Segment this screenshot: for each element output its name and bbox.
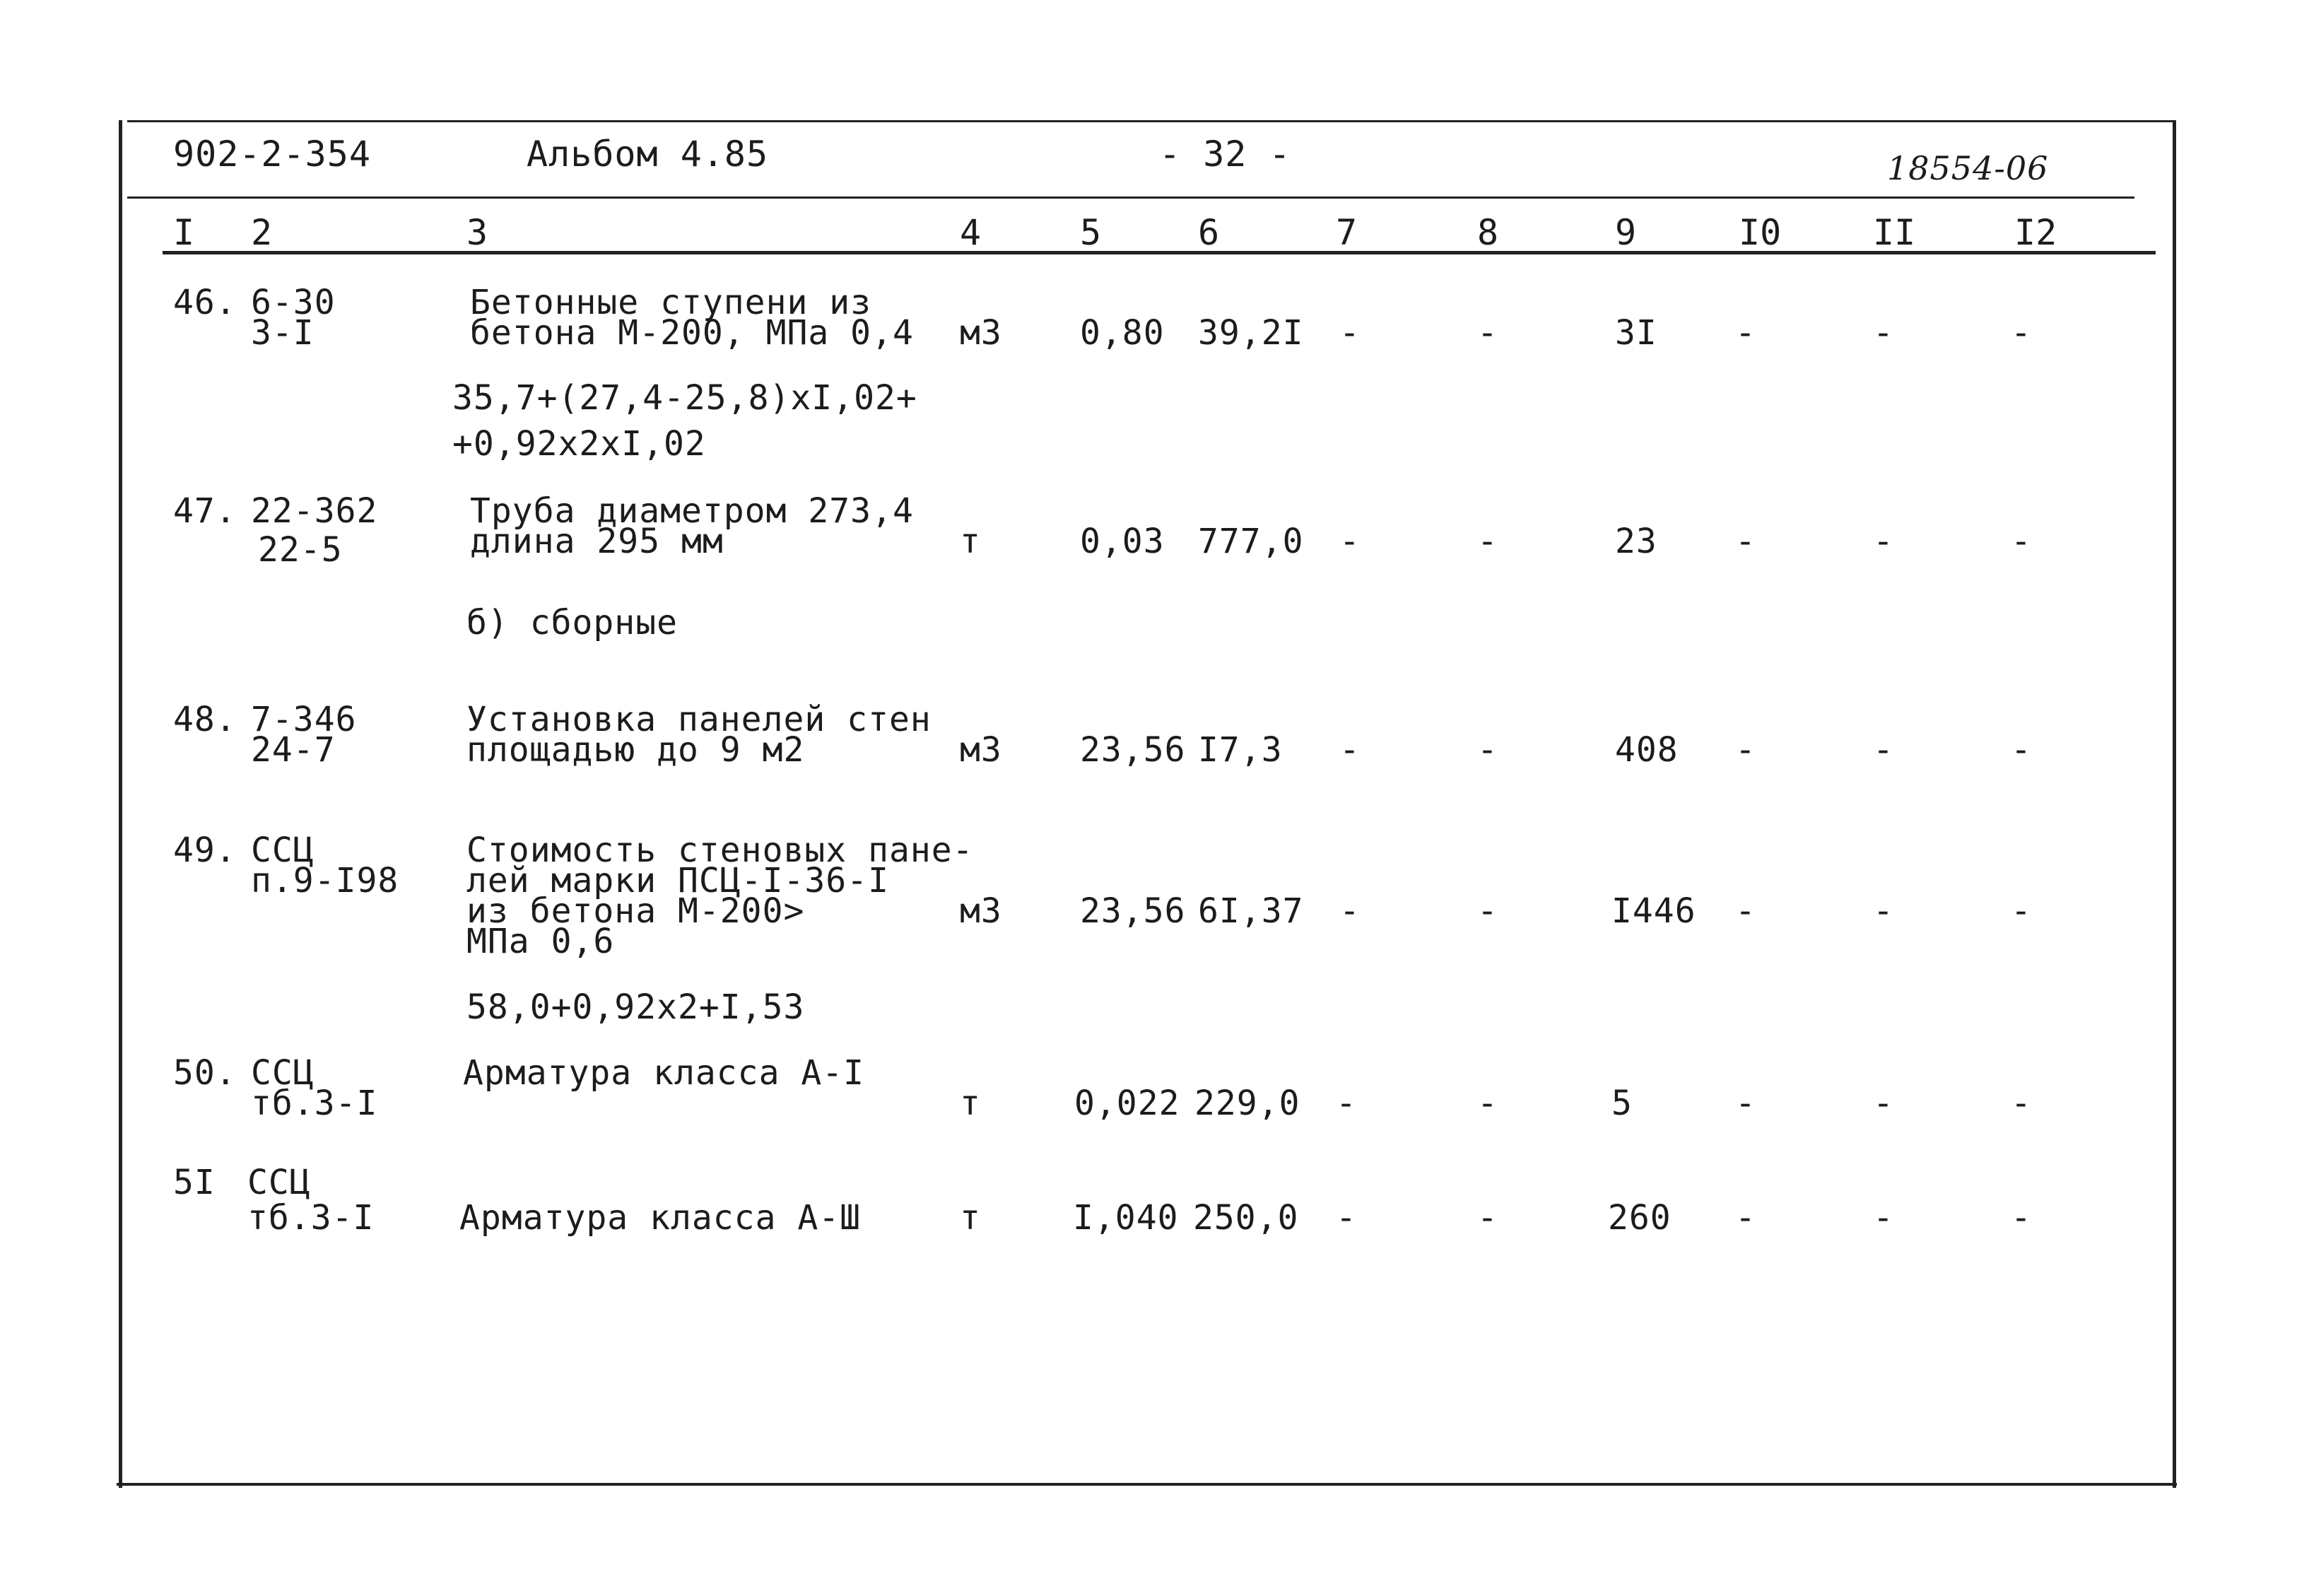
row-code-line: тб.3-I xyxy=(247,1198,375,1238)
row-description-line: бетона М-200, МПа 0,4 xyxy=(470,313,914,353)
row-unit-price: 250,0 xyxy=(1193,1198,1299,1238)
row-code-line: 22-5 xyxy=(258,530,343,570)
row-col10: - xyxy=(1735,891,1756,931)
album-label: Альбом 4.85 xyxy=(527,134,769,175)
row-col12: - xyxy=(2011,313,2032,353)
row-col9: I446 xyxy=(1611,891,1696,931)
row-unit: м3 xyxy=(960,891,1002,931)
col-header-6: 6 xyxy=(1198,212,1220,253)
row-col10: - xyxy=(1735,1198,1756,1238)
col-header-10: I0 xyxy=(1739,212,1782,253)
row-number: 50. xyxy=(173,1053,237,1093)
row-description-line: из бетона М-200> xyxy=(466,891,805,931)
row-col8: - xyxy=(1477,891,1498,931)
frame-top-border xyxy=(127,120,2173,122)
row-unit: т xyxy=(960,1084,981,1123)
section-heading: б) сборные xyxy=(466,603,678,642)
row-quantity: 0,03 xyxy=(1080,522,1165,561)
row-col10: - xyxy=(1735,313,1756,353)
row-col11: - xyxy=(1873,313,1894,353)
row-description-line: длина 295 мм xyxy=(470,522,724,561)
row-description-line: МПа 0,6 xyxy=(466,922,615,961)
row-calculation-note: 35,7+(27,4-25,8)xI,02+ xyxy=(452,378,917,418)
row-description-line: Установка панелей стен xyxy=(466,700,932,739)
row-unit: т xyxy=(960,1198,981,1238)
row-number: 46. xyxy=(173,283,237,322)
col-header-5: 5 xyxy=(1080,212,1102,253)
row-calculation-note: +0,92x2xI,02 xyxy=(452,424,706,464)
row-number: 5I xyxy=(173,1163,216,1202)
row-col12: - xyxy=(2011,522,2032,561)
row-code-line: 24-7 xyxy=(251,730,336,770)
row-col8: - xyxy=(1477,522,1498,561)
row-col11: - xyxy=(1873,522,1894,561)
row-col9: 5 xyxy=(1611,1084,1633,1123)
row-col7: - xyxy=(1339,891,1361,931)
row-code-line: п.9-I98 xyxy=(251,861,399,900)
row-col9: 3I xyxy=(1615,313,1657,353)
row-code-line: 22-362 xyxy=(251,491,378,531)
row-col11: - xyxy=(1873,730,1894,770)
row-col12: - xyxy=(2011,730,2032,770)
row-col9: 23 xyxy=(1615,522,1657,561)
inventory-stamp: 18554-06 xyxy=(1887,149,2049,187)
row-number: 48. xyxy=(173,700,237,739)
row-description-line: Арматура класса А-I xyxy=(463,1053,865,1093)
row-col11: - xyxy=(1873,1084,1894,1123)
col-header-11: II xyxy=(1873,212,1916,253)
row-number: 47. xyxy=(173,491,237,531)
row-col11: - xyxy=(1873,1198,1894,1238)
row-quantity: 0,80 xyxy=(1080,313,1165,353)
row-unit-price: 229,0 xyxy=(1194,1084,1300,1123)
row-unit-price: 777,0 xyxy=(1198,522,1304,561)
row-col10: - xyxy=(1735,730,1756,770)
row-col7: - xyxy=(1336,1198,1357,1238)
row-code-line: 3-I xyxy=(251,313,315,353)
row-code-line: ССЦ xyxy=(247,1163,311,1202)
row-code-line: 7-346 xyxy=(251,700,357,739)
row-quantity: I,040 xyxy=(1073,1198,1179,1238)
col-header-4: 4 xyxy=(960,212,982,253)
row-col7: - xyxy=(1339,522,1361,561)
frame-bottom-border xyxy=(117,1483,2177,1486)
row-col10: - xyxy=(1735,522,1756,561)
row-description-line: лей марки ПСЦ-I-36-I xyxy=(466,861,889,900)
page-number: - 32 - xyxy=(1159,134,1291,175)
row-code-line: ССЦ xyxy=(251,831,315,870)
column-header-underline xyxy=(163,251,2156,254)
row-col9: 260 xyxy=(1608,1198,1672,1238)
header-divider xyxy=(127,196,2134,199)
col-header-3: 3 xyxy=(466,212,488,253)
frame-left-border xyxy=(119,120,122,1488)
row-col7: - xyxy=(1339,313,1361,353)
row-description-line: Бетонные ступени из xyxy=(470,283,872,322)
row-description-line: Арматура класса А-Ш xyxy=(459,1198,862,1238)
row-col12: - xyxy=(2011,891,2032,931)
row-unit: м3 xyxy=(960,313,1002,353)
project-code: 902-2-354 xyxy=(173,134,371,175)
col-header-8: 8 xyxy=(1477,212,1499,253)
row-col11: - xyxy=(1873,891,1894,931)
row-calculation-note: 58,0+0,92x2+I,53 xyxy=(466,987,805,1027)
row-col8: - xyxy=(1477,313,1498,353)
row-quantity: 23,56 xyxy=(1080,891,1186,931)
row-col8: - xyxy=(1477,1084,1498,1123)
row-col7: - xyxy=(1339,730,1361,770)
row-code-line: ССЦ xyxy=(251,1053,315,1093)
row-col10: - xyxy=(1735,1084,1756,1123)
row-col12: - xyxy=(2011,1084,2032,1123)
col-header-7: 7 xyxy=(1336,212,1358,253)
row-col8: - xyxy=(1477,730,1498,770)
row-unit: т xyxy=(960,522,981,561)
row-description-line: Стоимость стеновых пане- xyxy=(466,831,974,870)
frame-right-border xyxy=(2173,120,2176,1488)
row-unit-price: 6I,37 xyxy=(1198,891,1304,931)
row-unit-price: I7,3 xyxy=(1198,730,1283,770)
col-header-1: I xyxy=(173,212,195,253)
row-col8: - xyxy=(1477,1198,1498,1238)
row-number: 49. xyxy=(173,831,237,870)
row-col12: - xyxy=(2011,1198,2032,1238)
col-header-2: 2 xyxy=(251,212,273,253)
row-description-line: Труба диаметром 273,4 xyxy=(470,491,914,531)
row-quantity: 23,56 xyxy=(1080,730,1186,770)
row-description-line: площадью до 9 м2 xyxy=(466,730,805,770)
row-quantity: 0,022 xyxy=(1074,1084,1180,1123)
row-col7: - xyxy=(1336,1084,1357,1123)
row-unit-price: 39,2I xyxy=(1198,313,1304,353)
col-header-9: 9 xyxy=(1615,212,1637,253)
col-header-12: I2 xyxy=(2014,212,2057,253)
row-code-line: 6-30 xyxy=(251,283,336,322)
row-code-line: тб.3-I xyxy=(251,1084,378,1123)
row-col9: 408 xyxy=(1615,730,1679,770)
row-unit: м3 xyxy=(960,730,1002,770)
